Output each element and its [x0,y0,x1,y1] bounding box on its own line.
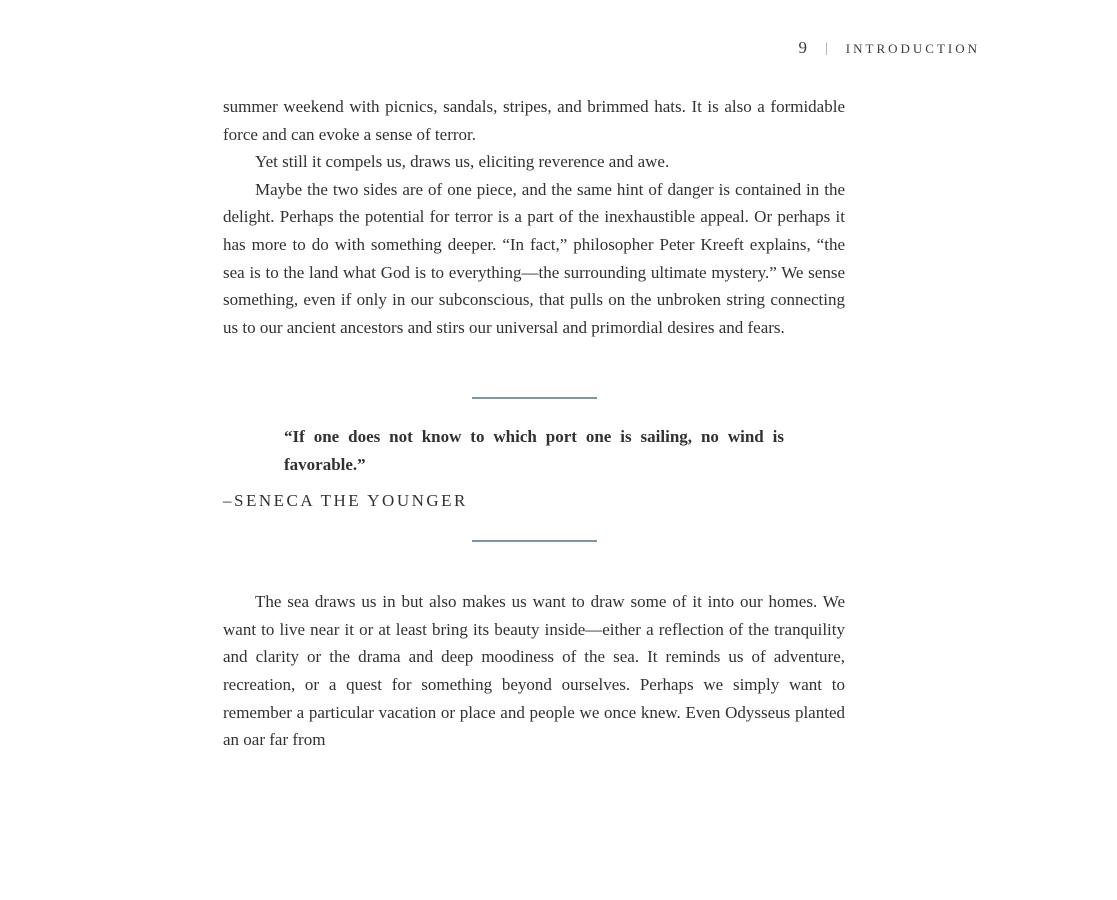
paragraph: The sea draws us in but also makes us want to draw some of it into our homes. We want to live near it or at least bring its beauty inside—either a reflection of the tranquility and clarity or the drama and deep moodiness of the sea. It reminds us of adventure, recreation, or a quest for something beyond ourselves. Perhaps we simply want to remember a particular vacation or place and people we once knew. Even Odysseus planted an oar far from [223,592,845,750]
running-head-divider: | [824,41,828,56]
page-number: 9 [798,38,807,57]
running-head [798,38,980,58]
quote-rule-bottom [472,540,597,542]
pull-quote-attribution: –SENECA THE YOUNGER [223,490,468,510]
pull-quote-text: “If one does not know to which port one is sailing, no wind is favorable.” [284,427,784,474]
section-title: INTRODUCTION [845,41,980,56]
paragraph: Yet still it compels us, draws us, eliciting reverence and awe. [255,152,670,172]
paragraph: Maybe the two sides are of one piece, and the same hint of danger is contained in the delight. Perhaps the potential for terror is a part of the inexhaustible appeal. Or perhaps it has more to do with something deeper. “In fact,” philosopher Peter Kreeft explains, “the sea is to the land what God is to everything—the surrounding ultimate mystery.” We sense something, even if only in our subconscious, that pulls on the unbroken string connecting us to our ancient ancestors and stirs our universal and primordial desires and fears. [223,179,845,337]
body-text [223,93,845,754]
quote-rule-top [472,397,597,399]
pull-quote [223,397,845,542]
paragraph-continuation: summer weekend with picnics, sandals, stripes, and brimmed hats. It is also a formidable force and can evoke a sense of terror. [223,97,845,144]
